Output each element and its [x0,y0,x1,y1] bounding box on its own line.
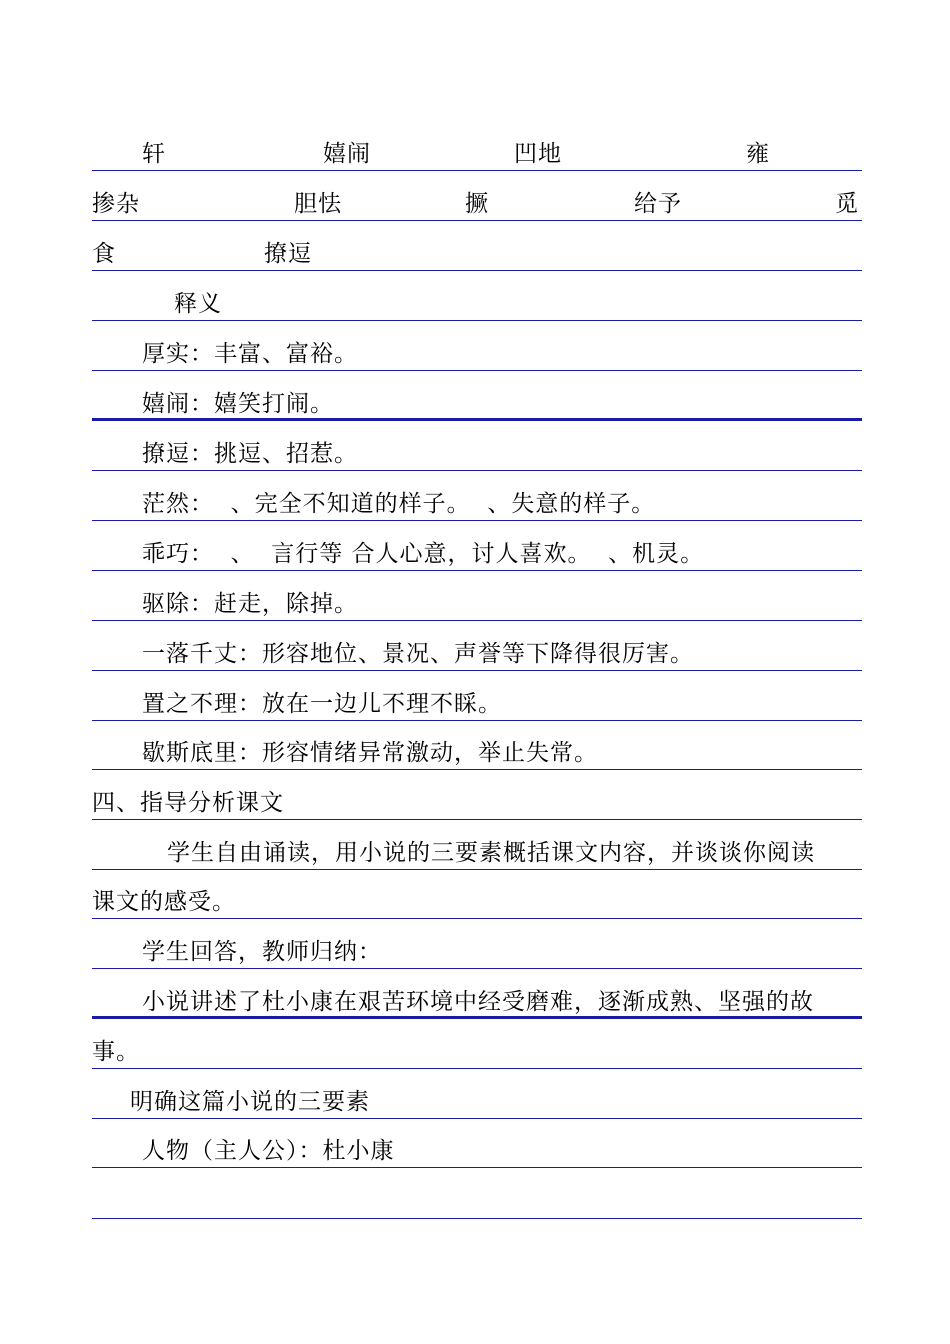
ruled-line [92,321,862,371]
definition-item: 撩逗：挑逗、招惹。 [142,441,358,467]
ruled-line [92,471,862,521]
paragraph-text: 明确这篇小说的三要素 [130,1089,370,1115]
vocab-word: 轩 [142,141,166,167]
paragraph-text: 人物（主人公）：杜小康 [142,1138,395,1164]
vocab-word: 雍 [746,141,770,167]
ruled-line [92,1069,862,1119]
section-heading: 释义 [174,291,222,317]
definition-item: 厚实：丰富、富裕。 [142,341,358,367]
section-heading: 四、指导分析课文 [92,790,284,816]
paragraph-text: 小说讲述了杜小康在艰苦环境中经受磨难，逐渐成熟、坚强的故 [142,989,814,1015]
ruled-line [92,221,862,271]
ruled-line [92,1169,862,1219]
ruled-line [92,121,862,171]
definition-item: 茫然： 、完全不知道的样子。 、失意的样子。 [142,491,656,517]
paragraph-text: 学生回答，教师归纳： [142,939,382,965]
vocab-word: 给予 [634,191,682,217]
ruled-line [92,969,862,1019]
definition-item: 乖巧： 、 言行等 合人心意，讨人喜欢。 、机灵。 [142,541,705,567]
ruled-line [92,621,862,671]
ruled-line [92,770,862,820]
ruled-line [92,869,862,919]
ruled-line [92,171,862,221]
definition-item: 嬉闹：嬉笑打闹。 [142,391,334,417]
ruled-line [92,421,862,471]
vocab-word: 凹地 [514,141,562,167]
paragraph-text: 事。 [92,1039,140,1065]
definition-item: 驱除：赶走，除掉。 [142,591,358,617]
vocab-word: 撩逗 [264,241,312,267]
vocab-word: 食 [92,241,116,267]
ruled-line [92,271,862,321]
ruled-line [92,820,862,870]
ruled-line [92,671,862,721]
definition-item: 歇斯底里：形容情绪异常激动，举止失常。 [142,740,598,766]
vocab-word: 胆怯 [294,191,342,217]
ruled-line [92,1118,862,1168]
vocab-word: 嬉闹 [323,141,371,167]
definition-item: 置之不理：放在一边儿不理不睬。 [142,691,502,717]
ruled-line [92,1019,862,1069]
paragraph-text: 学生自由诵读，用小说的三要素概括课文内容，并谈谈你阅读 [167,840,815,866]
ruled-line [92,521,862,571]
vocab-word: 觅 [835,191,859,217]
ruled-line [92,720,862,770]
paragraph-text: 课文的感受。 [92,889,236,915]
ruled-line [92,371,862,421]
ruled-line [92,919,862,969]
vocab-word: 撅 [465,191,489,217]
definition-item: 一落千丈：形容地位、景况、声誉等下降得很厉害。 [142,641,694,667]
ruled-line [92,571,862,621]
vocab-word: 掺杂 [92,191,140,217]
